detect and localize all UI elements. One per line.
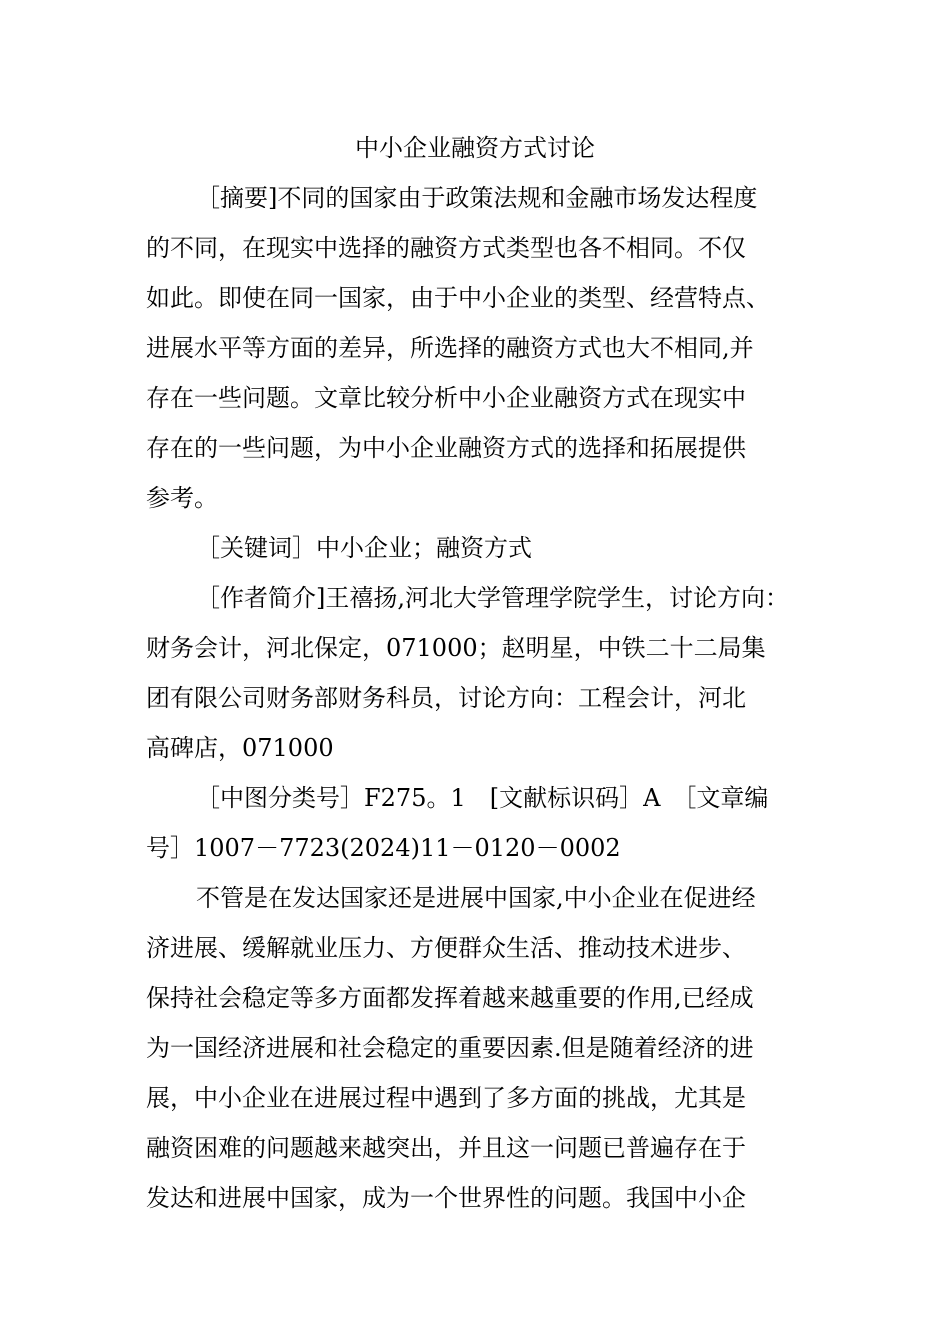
body-line: 为一国经济进展和社会稳定的重要因素.但是随着经济的进 [146, 1034, 754, 1062]
abstract-line: 的不同，在现实中选择的融资方式类型也各不相同。不仅 [146, 234, 746, 262]
document-title: 中小企业融资方式讨论 [355, 134, 595, 162]
body-line: 济进展、缓解就业压力、方便群众生活、推动技术进步、 [146, 934, 746, 962]
abstract-line: 参考。 [146, 484, 218, 512]
author-line: ［作者简介]王禧扬,河北大学管理学院学生，讨论方向： [196, 584, 789, 612]
abstract-line: 如此。即使在同一国家，由于中小企业的类型、经营特点、 [146, 284, 770, 312]
author-line: 团有限公司财务部财务科员，讨论方向：工程会计，河北 [146, 684, 746, 712]
body-line: 融资困难的问题越来越突出，并且这一问题已普遍存在于 [146, 1134, 746, 1162]
keywords-line: ［关键词］中小企业；融资方式 [196, 534, 532, 562]
abstract-line: 进展水平等方面的差异，所选择的融资方式也大不相同,并 [146, 334, 754, 362]
abstract-line: ［摘要]不同的国家由于政策法规和金融市场发达程度 [196, 184, 758, 212]
body-line: 展，中小企业在进展过程中遇到了多方面的挑战，尤其是 [146, 1084, 746, 1112]
author-line: 高碑店，071000 [146, 734, 334, 762]
abstract-line: 存在的一些问题，为中小企业融资方式的选择和拓展提供 [146, 434, 746, 462]
body-line: 发达和进展中国家，成为一个世界性的问题。我国中小企 [146, 1184, 746, 1212]
classification-line: 号］1007－7723(2024)11－0120－0002 [146, 834, 621, 862]
body-line: 保持社会稳定等多方面都发挥着越来越重要的作用,已经成 [146, 984, 754, 1012]
abstract-line: 存在一些问题。文章比较分析中小企业融资方式在现实中 [146, 384, 746, 412]
classification-line: ［中图分类号］F275。1 [文献标识码］A ［文章编 [196, 784, 769, 812]
author-line: 财务会计，河北保定，071000；赵明星，中铁二十二局集 [146, 634, 766, 662]
body-line: 不管是在发达国家还是进展中国家,中小企业在促进经 [196, 884, 756, 912]
